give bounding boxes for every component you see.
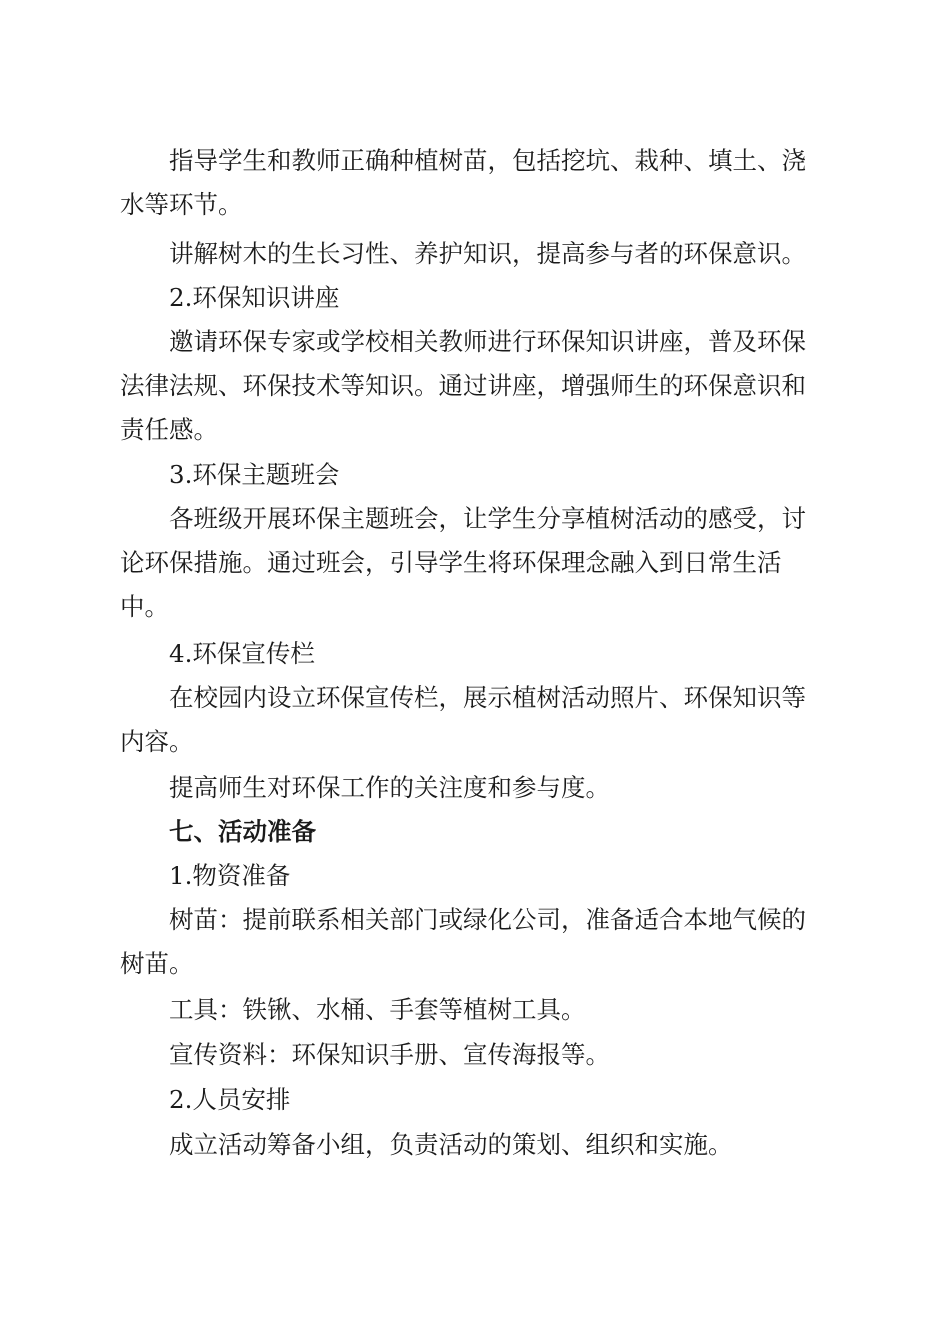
- paragraph-bulletin-board: 在校园内设立环保宣传栏，展示植树活动照片、环保知识等内容。: [120, 683, 806, 756]
- subheading-bulletin-board: 4.环保宣传栏: [169, 639, 315, 668]
- subheading-staffing: 2.人员安排: [169, 1085, 291, 1114]
- paragraph-promo-materials: 宣传资料：环保知识手册、宣传海报等。: [169, 1040, 610, 1069]
- section-heading-activity-prep: 七、活动准备: [169, 817, 316, 846]
- paragraph-saplings: 树苗：提前联系相关部门或绿化公司，准备适合本地气候的树苗。: [120, 905, 806, 978]
- paragraph-planting-guidance: 指导学生和教师正确种植树苗，包括挖坑、栽种、填土、浇水等环节。: [120, 146, 806, 219]
- subheading-materials: 1.物资准备: [169, 861, 291, 890]
- subheading-class-meeting: 3.环保主题班会: [169, 460, 340, 489]
- paragraph-class-meeting: 各班级开展环保主题班会，让学生分享植树活动的感受，讨论环保措施。通过班会，引导学生将环保理念融入到日常生活中。: [120, 504, 806, 621]
- paragraph-prep-team: 成立活动筹备小组，负责活动的策划、组织和实施。: [169, 1130, 733, 1159]
- paragraph-tools: 工具：铁锹、水桶、手套等植树工具。: [169, 995, 586, 1024]
- paragraph-env-lecture: 邀请环保专家或学校相关教师进行环保知识讲座，普及环保法律法规、环保技术等知识。通过讲座，增强师生的环保意识和责任感。: [120, 327, 806, 444]
- paragraph-awareness: 提高师生对环保工作的关注度和参与度。: [169, 773, 610, 802]
- subheading-env-lecture: 2.环保知识讲座: [169, 283, 340, 312]
- paragraph-tree-knowledge: 讲解树木的生长习性、养护知识，提高参与者的环保意识。: [169, 239, 806, 268]
